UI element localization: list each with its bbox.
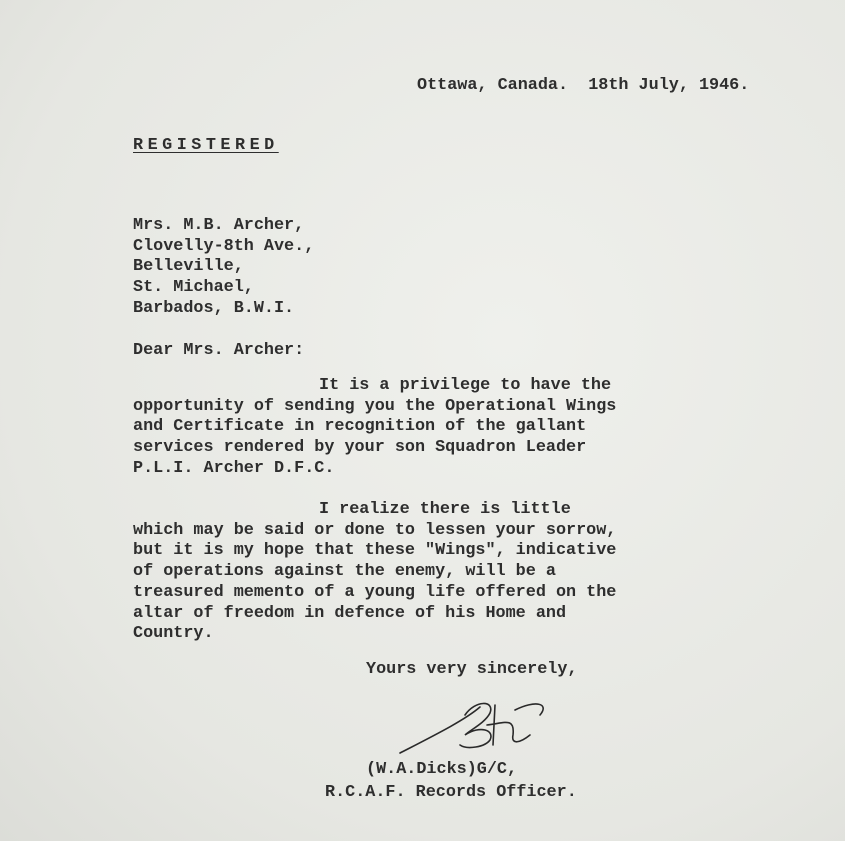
recipient-address	[133, 216, 314, 320]
text-line: altar of freedom in defence of his Home and	[133, 603, 567, 623]
registered-heading: REGISTERED	[133, 136, 279, 155]
text-line: but it is my hope that these "Wings", indicative	[133, 541, 617, 561]
text-line: services rendered by your son Squadron Leader	[133, 438, 587, 458]
paragraph-2	[133, 500, 616, 645]
text-line: and Certificate in recognition of the gallant	[133, 417, 587, 437]
salutation: Dear Mrs. Archer:	[133, 341, 305, 360]
dateline: Ottawa, Canada. 18th July, 1946.	[417, 76, 750, 95]
text-line: of operations against the enemy, will be a	[133, 562, 556, 582]
text-line: It is a privilege to have the	[319, 376, 612, 395]
address-line: Mrs. M.B. Archer,	[133, 216, 305, 235]
text-line: Country.	[133, 624, 214, 644]
text-line: P.L.I. Archer D.F.C.	[133, 458, 335, 478]
text-line: which may be said or done to lessen your sorrow,	[133, 520, 617, 540]
signer-title: R.C.A.F. Records Officer.	[325, 783, 577, 802]
signer-name: (W.A.Dicks)G/C,	[366, 760, 518, 779]
text-line: treasured memento of a young life offered on the	[133, 582, 617, 602]
address-line: Belleville,	[133, 257, 244, 277]
address-line: St. Michael,	[133, 278, 254, 298]
address-line: Barbados, B.W.I.	[133, 298, 295, 318]
text-line: opportunity of sending you the Operational Wings	[133, 396, 617, 416]
paragraph-1	[133, 376, 616, 480]
closing: Yours very sincerely,	[366, 660, 578, 679]
address-line: Clovelly-8th Ave.,	[133, 236, 315, 256]
text-line: I realize there is little	[319, 500, 571, 519]
signature	[395, 695, 555, 760]
